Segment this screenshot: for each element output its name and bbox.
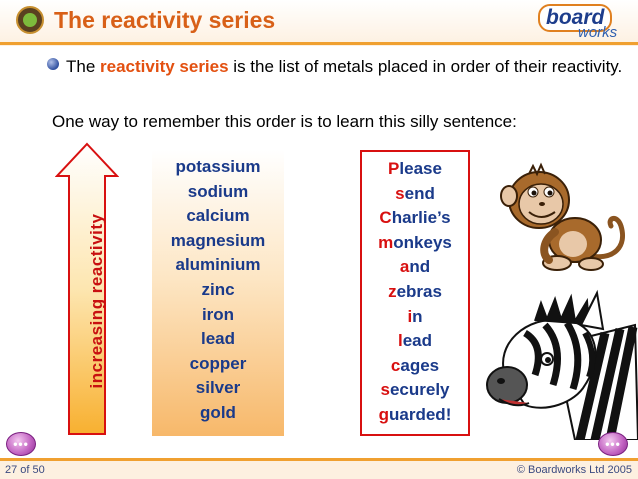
mnemonic-rest: ebras <box>396 281 442 301</box>
intro-text <box>52 54 632 79</box>
page-title: The reactivity series <box>54 7 276 33</box>
intro-before: The <box>66 57 101 76</box>
monkey-illustration <box>495 160 635 272</box>
mnemonic-first-letter: z <box>388 281 397 301</box>
mnemonic-intro: One way to remember this order is to learn this silly sentence: <box>52 112 517 131</box>
metal-item: zinc <box>201 279 235 299</box>
mnemonic-word <box>362 255 468 280</box>
copyright: © Boardworks Ltd 2005 <box>516 464 632 476</box>
mnemonic-first-letter: s <box>380 380 390 400</box>
mnemonic-word <box>362 354 468 379</box>
arrow-label <box>86 196 108 406</box>
brand-logo-line1: board <box>538 4 612 32</box>
mnemonic-list <box>362 152 468 428</box>
mnemonic-rest: lease <box>399 159 442 178</box>
metal-item: sodium <box>187 181 249 201</box>
brand-logo <box>538 4 632 44</box>
metal-item: silver <box>195 378 241 398</box>
metals-list-box <box>152 150 284 436</box>
previous-slide-icon[interactable] <box>6 432 36 456</box>
metal-item: copper <box>189 353 247 373</box>
mnemonic-word <box>362 231 468 256</box>
mnemonic-first-letter: s <box>395 183 405 203</box>
metal-item: aluminium <box>175 255 261 275</box>
arrow-label-text: increasing reactivity <box>87 213 106 389</box>
previous-slide-glyph: ••• <box>13 437 29 451</box>
brand-logo-line2: works <box>578 24 618 41</box>
mnemonic-rest: harlie’s <box>391 208 451 228</box>
metal-item: potassium <box>175 157 261 176</box>
mnemonic-rest: ead <box>402 331 433 351</box>
metal-item: calcium <box>186 206 250 226</box>
mnemonic-rest: n <box>412 306 423 326</box>
mnemonic-word <box>362 305 468 330</box>
metal-item: iron <box>201 304 235 324</box>
page-number: 27 of 50 <box>5 464 45 476</box>
mnemonic-word <box>362 206 468 231</box>
boardworks-badge-icon <box>16 6 44 34</box>
mnemonic-word <box>362 329 468 354</box>
mnemonic-first-letter: i <box>407 306 413 326</box>
mnemonic-first-letter: g <box>378 404 390 424</box>
intro-highlight: reactivity series <box>100 57 229 76</box>
next-slide-glyph: ••• <box>605 437 621 451</box>
mnemonic-first-letter: m <box>378 232 394 252</box>
metal-item: magnesium <box>170 230 266 250</box>
mnemonic-first-letter: a <box>399 257 410 277</box>
metal-item: gold <box>200 402 236 422</box>
mnemonic-first-letter: l <box>397 331 403 351</box>
mnemonic-rest: uarded! <box>389 404 452 424</box>
mnemonic-word <box>362 280 468 305</box>
mnemonic-first-letter: C <box>379 208 392 228</box>
mnemonic-rest: onkeys <box>393 232 452 252</box>
mnemonic-first-letter: c <box>390 355 401 375</box>
zebra-illustration <box>485 285 638 440</box>
mnemonic-rest: ecurely <box>389 380 450 400</box>
mnemonic-box <box>360 150 470 436</box>
mnemonic-rest: end <box>404 183 435 203</box>
mnemonic-first-letter: P <box>388 159 400 178</box>
mnemonic-word <box>362 403 468 428</box>
intro-after: is the list of metals placed in order of their reactivity. <box>228 57 623 76</box>
mnemonic-rest: nd <box>409 257 431 277</box>
metals-list <box>152 150 284 426</box>
mnemonic-word <box>362 378 468 403</box>
mnemonic-word <box>362 182 468 207</box>
mnemonic-word <box>362 157 468 182</box>
metal-item: lead <box>200 329 236 349</box>
next-slide-icon[interactable] <box>598 432 628 456</box>
mnemonic-rest: ages <box>400 355 440 375</box>
